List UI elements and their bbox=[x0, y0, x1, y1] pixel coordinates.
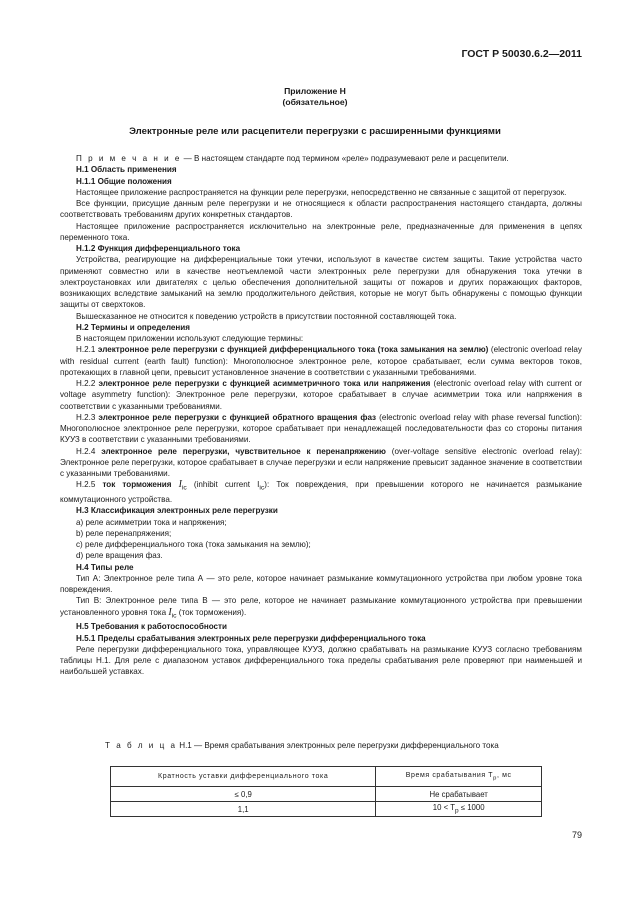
definition-h2-5: Н.2.5 ток торможения $I_{ic}$ (inhibit current $I_{ic}$): Ток повреждения, при превышении которого не начинается размыкание коммутационного устройства. bbox=[60, 479, 582, 505]
table-row bbox=[111, 802, 542, 817]
list-item: с) реле дифференциального тока (тока замыкания на землю); bbox=[76, 540, 311, 550]
heading-h1: Н.1 Область применения bbox=[76, 165, 177, 175]
list-item: а) реле асимметрии тока и напряжения; bbox=[76, 517, 227, 527]
table-header-cell: Время срабатывания $T_p$, мс bbox=[376, 767, 542, 787]
page-number: 79 bbox=[571, 830, 582, 840]
definition-h2-1: Н.2.1 электронное реле перегрузки с функцией дифференциального тока (тока замыкания на землю) (electronic overload relay with residual current (earth fault) function): Многополюсное электронное реле, которое срабатывает, если сумма векторов токов, протекающих в главной цепи, превысит установленное значение в соответствии с указанными требованиями. bbox=[60, 345, 582, 377]
annex-name: Приложение Н bbox=[284, 86, 346, 96]
paragraph: Все функции, присущие данным реле перегрузки и не относящиеся к области распространения настоящего стандарта, должны соответствовать требованиям других конкретных стандартов. bbox=[60, 199, 582, 220]
paragraph: Устройства, реагирующие на дифференциальные токи утечки, используют в качестве систем защиты. Такие устройства часто применяют совместно или в качестве неотъемлемой части электронных реле перегрузки для обнаружения тока утечки в электроустановках или двигателях с целью обеспечения дополнительной защиты от пожаров и других поражающих факторов, возникающих вследствие замыканий на землю продолжительного действия, которые не могут быть обнаружены с помощью функции защиты от сверхтоков. bbox=[60, 255, 582, 310]
table-cell: ≤ 0,9 bbox=[111, 787, 376, 802]
annex-status: (обязательное) bbox=[282, 97, 348, 107]
note: П р и м е ч а н и е — В настоящем стандарте под термином «реле» подразумевают реле и расцепители. bbox=[76, 154, 509, 163]
paragraph: Тип В: Электронное реле типа В — это реле, которое не начинает размыкание коммутационного устройства при превышении установленного уровня тока $I_{ic}$ (ток торможения). bbox=[60, 596, 582, 620]
document-title: Электронные реле или расцепители перегрузки с расширенными функциями bbox=[129, 126, 501, 137]
heading-h1-1: Н.1.1 Общие положения bbox=[76, 176, 172, 186]
paragraph: Настоящее приложение распространяется исключительно на электронные реле, предназначенные для применения в цепях переменного тока. bbox=[60, 221, 582, 242]
list-item: d) реле вращения фаз. bbox=[76, 551, 163, 561]
paragraph: Реле перегрузки дифференциального тока, управляющее КУУЗ, должно срабатывать на размыкание КУУЗ согласно требованиям таблицы Н.1. Для реле с диапазоном уставок дифференциального тока пределы срабатывания реле проверяют при наименьшей и наибольшей уставках. bbox=[60, 644, 582, 677]
paragraph: Тип А: Электронное реле типа А — это реле, которое начинает размыкание коммутационного устройства при любом уровне тока повреждения. bbox=[60, 573, 582, 595]
table-cell: 1,1 bbox=[111, 802, 376, 817]
table-header-row bbox=[111, 767, 542, 787]
table-row bbox=[111, 787, 542, 802]
paragraph: Вышесказанное не относится к поведению устройств в присутствии постоянной составляющей тока. bbox=[76, 311, 457, 321]
paragraph: Настоящее приложение распространяется на функции реле перегрузки, непосредственно не связанные с защитой от перегрузок. bbox=[76, 187, 567, 197]
table-caption: Т а б л и ц а Н.1 — Время срабатывания электронных реле перегрузки дифференциального тока bbox=[105, 741, 499, 750]
table-cell: $10 < T_p \le 1000$ bbox=[376, 802, 542, 817]
heading-h5: Н.5 Требования к работоспособности bbox=[76, 622, 227, 632]
paragraph: В настоящем приложении используют следующие термины: bbox=[76, 334, 304, 343]
definition-h2-2: Н.2.2 электронное реле перегрузки с функцией асимметричного тока или напряжения (electronic overload relay with current or voltage asymmetry function): Электронное реле перегрузки, которое срабатывает в случае асимметрии тока или напряжения в соответствии с указанными требованиями. bbox=[60, 379, 582, 411]
heading-h2: Н.2 Термины и определения bbox=[76, 322, 190, 332]
heading-h4: Н.4 Типы реле bbox=[76, 562, 134, 572]
standard-number: ГОСТ Р 50030.6.2—2011 bbox=[461, 48, 582, 60]
heading-h5-1: Н.5.1 Пределы срабатывания электронных реле перегрузки дифференциального тока bbox=[76, 633, 426, 643]
heading-h3: Н.3 Классификация электронных реле перегрузки bbox=[76, 506, 278, 516]
definition-h2-4: Н.2.4 электронное реле перегрузки, чувствительное к перенапряжению (over-voltage sensitive electronic overload relay): Электронное реле перегрузки, которое срабатывает в случае перегрузки и если напряжение превысит заданное значение в соответствии с указанными требованиями. bbox=[60, 446, 582, 478]
table-header-cell: Кратность уставки дифференциального тока bbox=[111, 767, 376, 787]
definition-h2-3: Н.2.3 электронное реле перегрузки с функцией обратного вращения фаз (electronic overload relay with phase reversal function): Многополюсное электронное реле перегрузки, которое срабатывает при ненадлежащей последовательности фаз со стороны питания КУУЗ в соответствии с указанными требованиями. bbox=[60, 412, 582, 445]
list-item: b) реле перенапряжения; bbox=[76, 528, 172, 538]
document-body bbox=[60, 153, 582, 678]
heading-h1-2: Н.1.2 Функция дифференциального тока bbox=[76, 244, 241, 253]
trip-time-table bbox=[110, 766, 542, 817]
table-cell: Не срабатывает bbox=[376, 787, 542, 802]
